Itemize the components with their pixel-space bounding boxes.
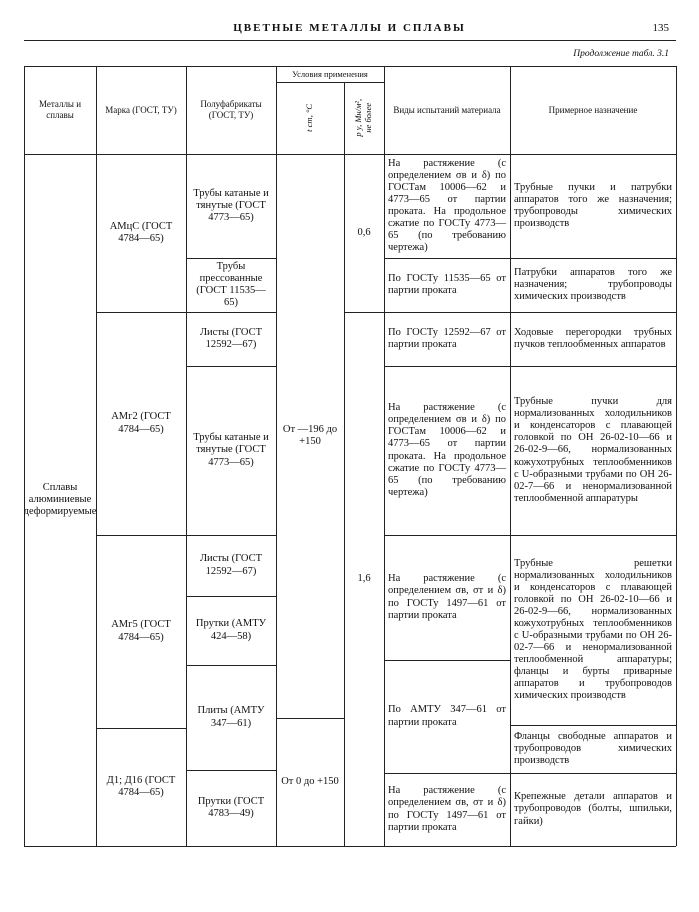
test-cell: По АМТУ 347—61 от партии проката <box>388 704 506 728</box>
header-pressure-label: p у, Мн/м², не более <box>353 99 373 137</box>
grade-cell: АМг5 (ГОСТ 4784—65) <box>111 619 171 643</box>
semi-product-cell: Трубы катаные и тянутые (ГОСТ 4773—65) <box>193 187 269 224</box>
grade-cell: Д1; Д16 (ГОСТ 4784—65) <box>106 774 176 798</box>
purpose-cell: Крепежные детали аппаратов и трубопроводов (болты, шпильки, гайки) <box>514 791 672 827</box>
header-grade: Марка (ГОСТ, ТУ) <box>105 104 177 115</box>
pressure-cell: 1,6 <box>357 572 371 584</box>
header-temp-label: t ст, °С <box>304 104 315 132</box>
purpose-cell: Трубные решетки нормализованных холодильников и конденсаторов с плавающей головкой по ОН 26-02-10—66 и 26-02-9—66, нормализованных кожухотрубных теплообменников с U-образными трубами по ОН 26-02-7—66 и ненормализованной теплообменной аппаратуры; фланцы и бурты приварные аппаратов и трубопроводов химических производств <box>514 557 672 702</box>
header-pressure <box>344 82 384 154</box>
header-purpose: Примерное назначение <box>548 104 638 115</box>
metal-group-cell: Сплавы алюминиевые деформируемые <box>24 481 96 518</box>
header-metals: Металлы и сплавы <box>38 99 82 120</box>
table-continuation-note: Продолжение табл. 3.1 <box>573 49 669 59</box>
semi-product-cell: Листы (ГОСТ 12592—67) <box>199 326 263 350</box>
semi-product-cell: Прутки (ГОСТ 4783—49) <box>197 795 265 819</box>
pressure-cell: 0,6 <box>357 226 371 238</box>
test-cell: По ГОСТу 12592—67 от партии проката <box>388 326 506 350</box>
temperature-cell: От —196 до +150 <box>282 423 338 447</box>
test-cell: На растяжение (с определением σв и δ) по ГОСТам 10006—62 и 4773—65 от партии проката. На продольное сжатие по ГОСТу 4773—65 (по требованию чертежа) <box>388 157 506 254</box>
table-bottom-border <box>24 846 676 847</box>
header-conditions: Условия применения <box>292 68 368 79</box>
semi-product-cell: Трубы прессованные (ГОСТ 11535—65) <box>196 260 266 309</box>
test-cell: На растяжение (с определением σв и δ) по ГОСТам 10006—62 и 4773—65 от партии проката. На продольное сжатие по ГОСТу 4773—65 (по требованию чертежа) <box>388 402 506 498</box>
grade-cell: АМг2 (ГОСТ 4784—65) <box>111 411 171 435</box>
test-cell: На растяжение (с определением σв, σт и δ) по ГОСТу 1497—61 от партии проката <box>388 785 506 833</box>
grade-cell: АМцС (ГОСТ 4784—65) <box>109 220 173 244</box>
page-number: 135 <box>652 22 669 34</box>
semi-product-cell: Плиты (АМТУ 347—61) <box>197 705 265 729</box>
temperature-cell: От 0 до +150 <box>281 775 339 787</box>
purpose-cell: Трубные пучки для нормализованных холодильников и конденсаторов с плавающей головкой по ОН 26-02-10—66 и 26-02-9—66, нормализованных кожухотрубных теплообменников с U-образными трубами по ОН 26-02-7—66 и ненормализованной теплообменной аппаратуры <box>514 396 672 504</box>
purpose-cell: Фланцы свободные аппаратов и трубопроводов химических производств <box>514 730 672 767</box>
test-cell: На растяжение (с определением σв, σт и δ) по ГОСТу 1497—61 от партии проката <box>388 573 506 621</box>
purpose-cell: Трубные пучки и патрубки аппаратов того же назначения; трубопроводы химических производств <box>514 181 672 230</box>
semi-product-cell: Прутки (АМТУ 424—58) <box>195 618 267 642</box>
header-semi: Полуфабрикаты (ГОСТ, ТУ) <box>200 99 262 120</box>
table-right-border <box>676 66 677 846</box>
header-temp <box>276 82 344 154</box>
semi-product-cell: Листы (ГОСТ 12592—67) <box>199 553 263 577</box>
header-tests: Виды испытаний материала <box>393 104 501 115</box>
purpose-cell: Патрубки аппаратов того же назначения; трубопроводы химических производств <box>514 266 672 303</box>
running-header-title: ЦВЕТНЫЕ МЕТАЛЛЫ И СПЛАВЫ <box>233 22 466 34</box>
semi-product-cell: Трубы катаные и тянутые (ГОСТ 4773—65) <box>193 432 269 468</box>
test-cell: По ГОСТу 11535—65 от партии проката <box>388 272 506 296</box>
purpose-cell: Ходовые перегородки трубных пучков теплообменных аппаратов <box>514 326 672 350</box>
